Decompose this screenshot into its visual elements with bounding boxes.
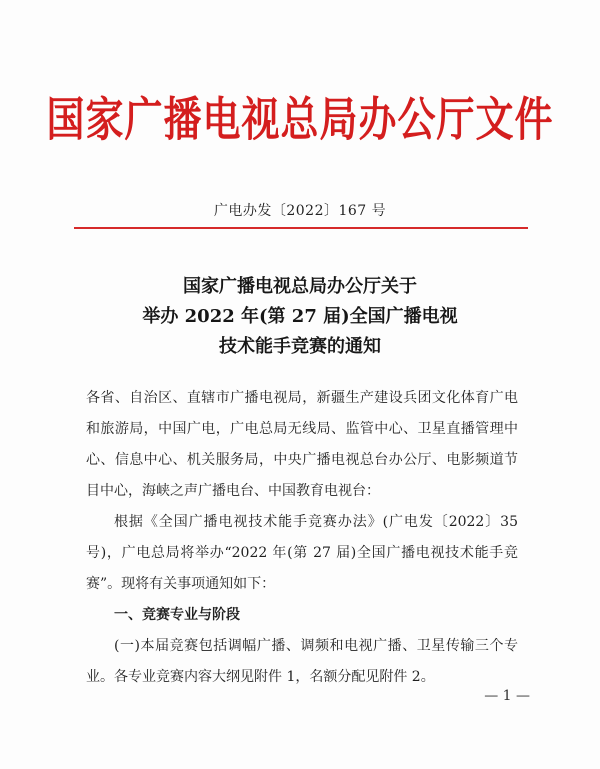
page-number: — 1 — bbox=[484, 688, 530, 704]
red-separator-line bbox=[74, 227, 528, 229]
notice-subject bbox=[0, 272, 600, 362]
document-body bbox=[86, 383, 518, 693]
recipients-paragraph: 各省、自治区、直辖市广播电视局，新疆生产建设兵团文化体育广电和旅游局，中国广电，广电总局无线局、监管中心、卫星直播管理中心、信息中心、机关服务局，中央广播电视总台办公厅、电影频道节目中心，海峡之声广播电台、中国教育电视台： bbox=[86, 390, 518, 499]
subject-line-1: 国家广播电视总局办公厅关于 bbox=[183, 276, 417, 297]
section-heading-1: 一、竞赛专业与阶段 bbox=[114, 607, 240, 623]
subject-line-3: 技术能手竞赛的通知 bbox=[219, 336, 381, 357]
body-paragraph-1: 根据《全国广播电视技术能手竞赛办法》(广电发〔2022〕35 号)，广电总局将举办“2022 年(第 27 届)全国广播电视技术能手竞赛”。现将有关事项通知如下： bbox=[86, 514, 518, 592]
body-paragraph-2: (一)本届竞赛包括调幅广播、调频和电视广播、卫星传输三个专业。各专业竞赛内容大纲见附件 1，名额分配见附件 2。 bbox=[86, 638, 518, 685]
subject-line-2: 举办 2022 年(第 27 届)全国广播电视 bbox=[142, 306, 458, 327]
document-header-title: 国家广播电视总局办公厅文件 bbox=[46, 91, 554, 147]
document-number: 广电办发〔2022〕167 号 bbox=[213, 203, 387, 219]
